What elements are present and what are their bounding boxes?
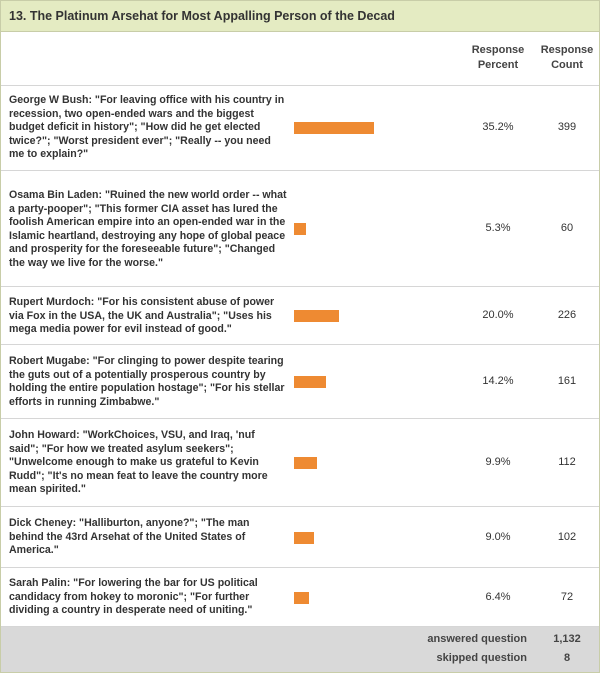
response-bar [294,122,374,134]
response-count-value: 399 [557,121,577,133]
response-percent-value: 9.9% [485,456,511,468]
response-percent-value: 35.2% [482,121,514,133]
response-row [1,568,599,627]
response-count-value: 72 [560,591,574,603]
response-option-label: Dick Cheney: "Halliburton, anyone?"; "The man behind the 43rd Arsehat of the United States of America." [9,517,250,556]
answered-question-label: answered question [427,633,527,645]
response-row [1,345,599,419]
response-percent-value: 20.0% [482,309,514,321]
skipped-question-label: skipped question [436,652,527,664]
response-option-label: George W Bush: "For leaving office with his country in recession, two open-ended wars and the biggest budget deficit in history"; "How did he get elected twice?"; "Worst president ever"; "Really -- you need me to explain?" [9,94,285,160]
response-percent-value: 9.0% [485,531,511,543]
response-bar [294,376,326,388]
summary-footer [1,627,599,672]
response-row [1,85,599,171]
question-title: 13. The Platinum Arsehat for Most Appalling Person of the Decad [1,1,599,32]
response-bar [294,457,317,469]
answered-question-value: 1,132 [553,633,581,645]
response-option-label: Osama Bin Laden: "Ruined the new world order -- what a party-pooper"; "This former CIA asset has lured the foolish American empire into an open-ended war in the Islamic heartland, destroying any hope of global peace and prosperity for the foreseeable future"; "Changed the way we live for the worse." [9,189,287,269]
response-percent-value: 6.4% [485,591,511,603]
response-percent-header: Response Percent [471,44,525,71]
response-option-label: Rupert Murdoch: "For his consistent abuse of power via Fox in the USA, the UK and Australia"; "Uses his mega media power for evil instead of good." [9,296,275,335]
response-option-label: John Howard: "WorkChoices, VSU, and Iraq, 'nuf said"; "For how we treated asylum seekers"; "Unwelcome enough to make us grateful to Kevin Rudd"; "It's no mean feat to leave the country more mean spirited." [9,429,268,495]
column-header-row [1,32,599,86]
response-count-value: 226 [557,309,577,321]
response-percent-value: 14.2% [482,375,514,387]
response-bar [294,223,306,235]
response-count-value: 60 [560,222,574,234]
response-row [1,287,599,345]
response-row [1,507,599,568]
response-count-value: 102 [557,531,577,543]
response-option-label: Robert Mugabe: "For clinging to power despite tearing the guts out of a potentially prosperous country by holding the entire population hostage"; "For his stellar efforts in running Zimbabwe." [9,355,285,408]
response-count-header: Response Count [540,44,594,71]
response-option-label: Sarah Palin: "For lowering the bar for US political candidacy from hokey to moronic"; "For further dividing a country in desperate need of uniting." [9,577,258,616]
response-percent-value: 5.3% [485,222,511,234]
response-bar [294,532,314,544]
response-row [1,171,599,287]
response-count-value: 112 [558,456,576,468]
response-row [1,419,599,507]
response-bar [294,310,339,322]
response-bar [294,592,309,604]
response-count-value: 161 [557,375,577,387]
skipped-question-value: 8 [563,652,571,664]
